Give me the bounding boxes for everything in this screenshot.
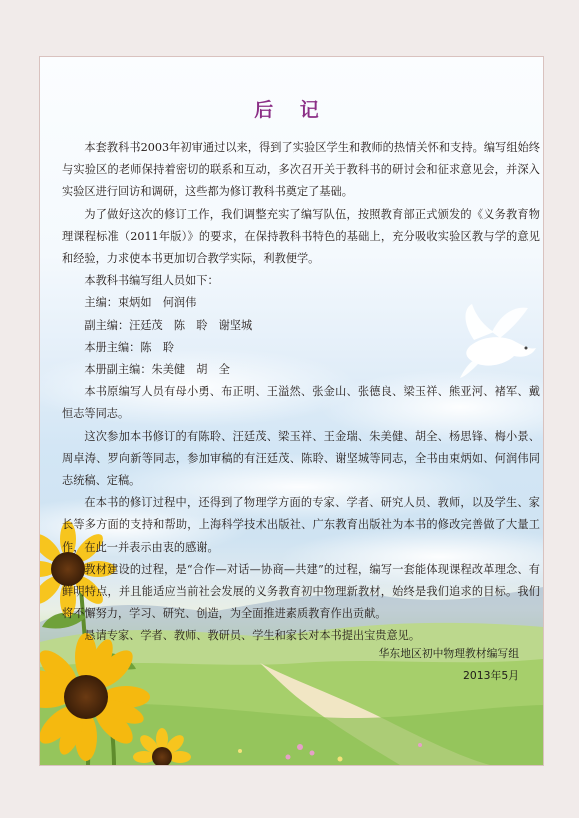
afterword-page [39, 56, 544, 766]
paragraph: 本套教科书2003年初审通过以来，得到了实验区学生和教师的热情关怀和支持。编写组始终与实验区的老师保持着密切的联系和互动，多次召开关于教科书的研讨会和征求意见会，并深入实验区进行回访和调研，这些都为修订教科书奠定了基础。 [62, 141, 540, 199]
paragraph: 恳请专家、学者、教师、教研员、学生和家长对本书提出宝贵意见。 [84, 629, 421, 643]
afterword-body [62, 137, 540, 648]
paragraph: 主编：束炳如 何润伟 [84, 296, 197, 310]
paragraph: 本册副主编：朱美健 胡 全 [84, 363, 230, 377]
paragraph: 副主编：汪廷茂 陈 聆 谢坚城 [84, 318, 253, 332]
signature-block [379, 643, 519, 687]
paragraph: 在本书的修订过程中，还得到了物理学方面的专家、学者、研究人员、教师，以及学生、家长等多方面的支持和帮助，上海科学技术出版社、广东教育出版社为本书的修改完善做了大量工作，在此一并表示由衷的感谢。 [62, 496, 540, 554]
paragraph: 本教科书编写组人员如下： [84, 274, 219, 288]
page-title: 后 记 [254, 99, 329, 121]
paragraph: 这次参加本书修订的有陈聆、汪廷茂、梁玉祥、王金瑞、朱美健、胡全、杨思锋、梅小景、周卓涛、罗向新等同志，参加审稿的有汪廷茂、陈聆、谢坚城等同志，全书由束炳如、何润伟同志统稿、定稿。 [62, 429, 540, 488]
signature-org: 华东地区初中物理教材编写组 [378, 647, 519, 660]
paragraph: 本书原编写人员有母小勇、布正明、王溢然、张金山、张德良、梁玉祥、熊亚河、褚军、戴恒志等同志。 [62, 385, 540, 421]
paragraph: 教材建设的过程，是“合作—对话—协商—共建”的过程，编写一套能体现课程改革理念、有鲜明特点，并且能适应当前社会发展的义务教育初中物理新教材，始终是我们追求的目标。我们将不懈努力，学习、研究、创造，为全面推进素质教育作出贡献。 [62, 562, 540, 621]
signature-date: 2013年5月 [463, 669, 519, 682]
paragraph: 为了做好这次的修订工作，我们调整充实了编写队伍，按照教育部正式颁发的《义务教育物理课程标准（2011年版）》的要求，在保持教科书特色的基础上，充分吸收实验区教与学的意见和经验，力求使本书更加切合教学实际，利教便学。 [62, 207, 540, 266]
paragraph: 本册主编：陈 聆 [84, 340, 174, 354]
